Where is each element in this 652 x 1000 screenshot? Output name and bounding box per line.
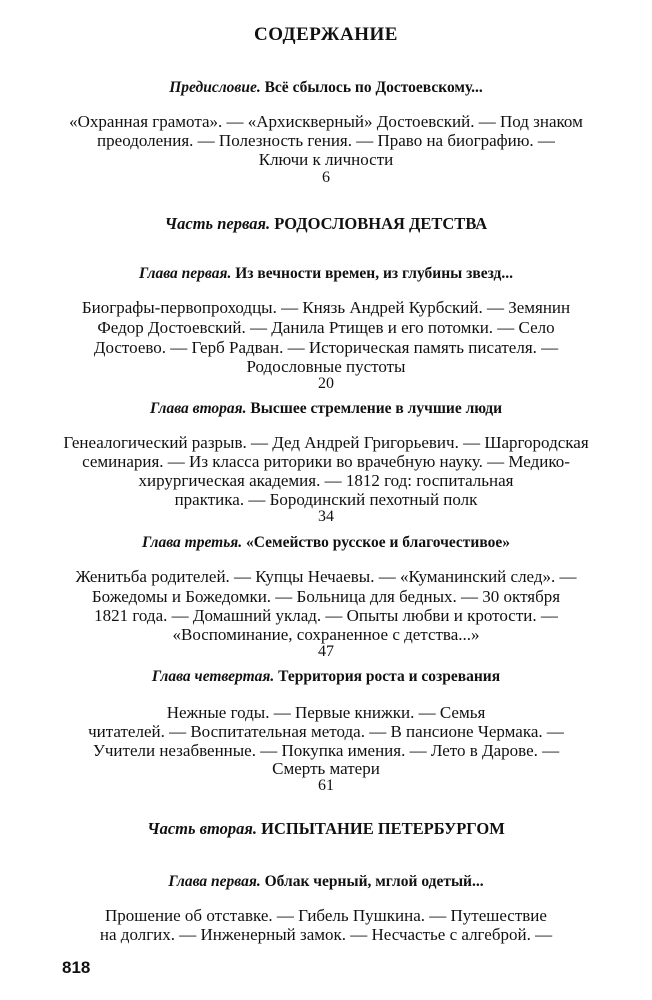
part1-title: РОДОСЛОВНАЯ ДЕТСТВА — [270, 214, 488, 233]
folio-page-number: 818 — [62, 958, 91, 977]
ch1-label: Глава первая. — [139, 265, 232, 282]
ch3-label: Глава третья. — [142, 534, 243, 551]
ch1-title: Из вечности времен, из глубины звезд... — [231, 265, 513, 282]
ch3-line-4: «Воспоминание, сохраненное с детства...» — [172, 625, 480, 644]
preface-page-number: 6 — [322, 169, 330, 186]
ch4-line-4: Смерть матери — [272, 759, 380, 778]
ch3-line-3: 1821 года. — Домашний уклад. — Опыты любви и кротости. — — [94, 606, 558, 625]
ch1-line-4: Родословные пустоты — [246, 357, 406, 376]
part2-label: Часть вторая. — [147, 819, 258, 838]
ch4-title: Территория роста и созревания — [274, 668, 501, 685]
p2ch1-line-1: Прошение об отставке. — Гибель Пушкина. — Путешествие — [105, 906, 547, 925]
ch1-line-1: Биографы-первопроходцы. — Князь Андрей Курбский. — Земянин — [81, 298, 571, 317]
part1-heading — [0, 214, 652, 234]
ch2-line-1: Генеалогический разрыв. — Дед Андрей Григорьевич. — Шаргородская — [63, 433, 589, 452]
ch2-label: Глава вторая. — [149, 400, 247, 417]
ch2-title: Высшее стремление в лучшие люди — [246, 400, 503, 417]
ch4-line-1: Нежные годы. — Первые книжки. — Семья — [166, 703, 486, 722]
preface-line-2: преодоления. — Полезность гения. — Право на биографию. — — [97, 131, 555, 150]
p2ch1-line-2: на долгих. — Инженерный замок. — Несчастье с алгеброй. — — [99, 925, 553, 944]
ch1-page-number: 20 — [318, 375, 334, 392]
ch1-line-2: Федор Достоевский. — Данила Ртищев и его потомки. — Село — [97, 318, 555, 337]
preface-line-1: «Охранная грамота». — «Архискверный» Достоевский. — Под знаком — [69, 112, 583, 131]
preface-title: Всё сбылось по Достоевскому... — [260, 79, 483, 96]
part1-label: Часть первая. — [164, 214, 271, 233]
ch3-title: «Семейство русское и благочестивое» — [242, 534, 510, 551]
ch4-line-2: читателей. — Воспитательная метода. — В пансионе Чермака. — — [88, 722, 564, 741]
ch2-line-4: практика. — Бородинский пехотный полк — [174, 490, 478, 509]
part2-title: ИСПЫТАНИЕ ПЕТЕРБУРГОМ — [257, 819, 505, 838]
ch4-heading — [0, 667, 652, 687]
ch3-line-2: Божедомы и Божедомки. — Больница для бедных. — 30 октября — [91, 587, 561, 606]
preface-line-3: Ключи к личности — [258, 150, 394, 169]
p2ch1-heading — [0, 872, 652, 892]
part2-heading — [0, 819, 652, 839]
ch2-page-number: 34 — [318, 508, 334, 525]
page-title: СОДЕРЖАНИЕ — [254, 24, 398, 45]
ch2-line-2: семинария. — Из класса риторики во врачебную науку. — Медико- — [82, 452, 570, 471]
ch4-label: Глава четвертая. — [151, 668, 275, 685]
ch3-page-number: 47 — [318, 643, 334, 660]
p2ch1-label: Глава первая. — [168, 873, 261, 890]
preface-heading — [0, 78, 652, 98]
ch2-heading — [0, 399, 652, 419]
ch3-line-1: Женитьба родителей. — Купцы Нечаевы. — «Куманинский след». — — [75, 567, 577, 586]
p2ch1-title: Облак черный, мглой одетый... — [260, 873, 484, 890]
preface-label: Предисловие. — [169, 79, 261, 96]
ch1-heading — [0, 264, 652, 284]
ch1-line-3: Достоево. — Герб Радван. — Историческая память писателя. — — [93, 338, 559, 357]
ch3-heading — [0, 533, 652, 553]
ch2-line-3: хирургическая академия. — 1812 год: госпитальная — [138, 471, 514, 490]
ch4-page-number: 61 — [318, 777, 334, 794]
ch4-line-3: Учители незабвенные. — Покупка имения. — Лето в Дарове. — — [92, 741, 560, 760]
